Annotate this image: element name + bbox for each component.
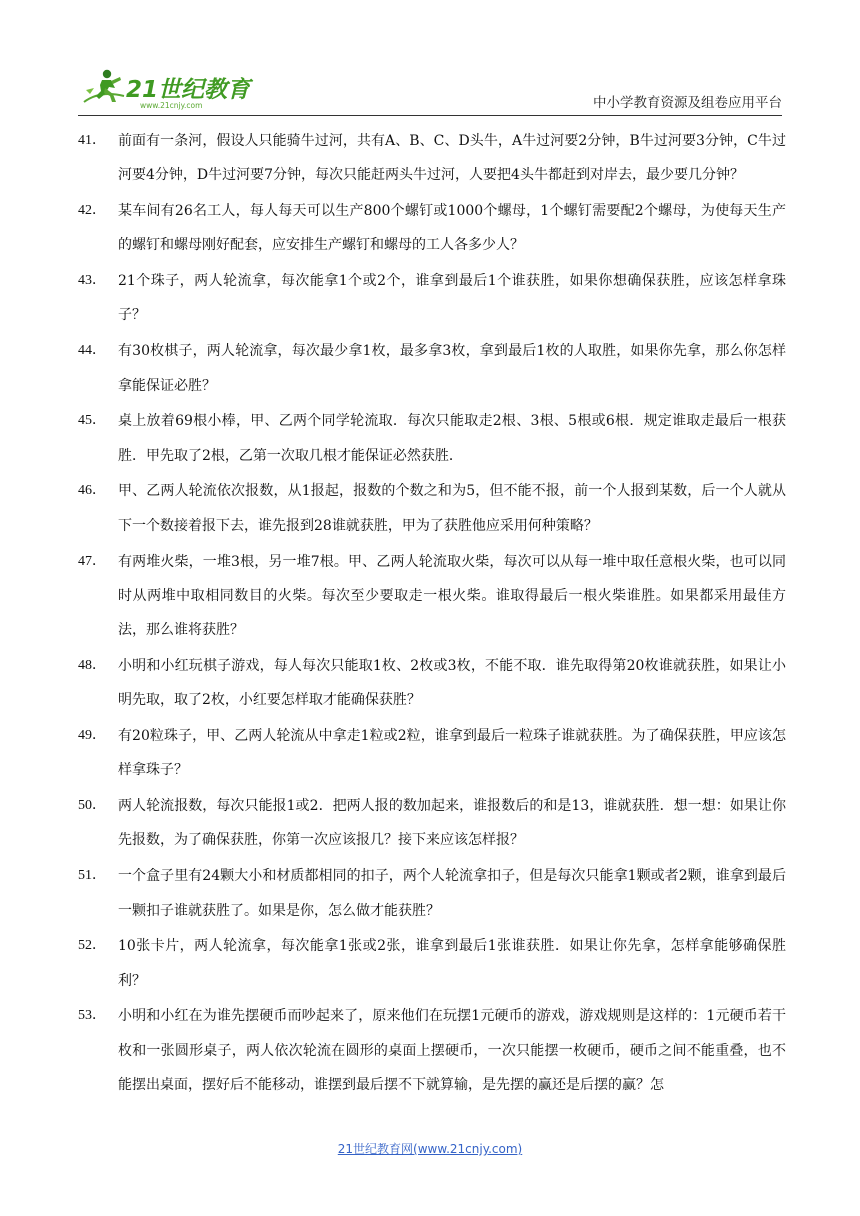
question-number: 43． [78, 273, 106, 289]
question-number: 49． [78, 728, 106, 744]
question-number: 51． [78, 868, 106, 884]
question-text: 有30枚棋子，两人轮流拿，每次最少拿1枚，最多拿3枚，拿到最后1枚的人取胜，如果你先拿，那么你怎样拿能保证必胜？ [118, 343, 786, 394]
footer-site-link[interactable]: 21世纪教育网(www.21cnjy.com) [337, 1142, 523, 1156]
question-text: 甲、乙两人轮流依次报数，从1报起，报数的个数之和为5，但不能不报，前一个人报到某数，后一个人就从下一个数接着报下去，谁先报到28谁就获胜，甲为了获胜他应采用何种策略？ [118, 483, 786, 534]
question-item [78, 264, 786, 333]
logo-url: www.21cnjy.com [140, 101, 203, 110]
question-item [78, 719, 786, 788]
question-text: 有两堆火柴，一堆3根，另一堆7根。甲、乙两人轮流取火柴，每次可以从每一堆中取任意根火柴，也可以同时从两堆中取相同数目的火柴。每次至少要取走一根火柴。谁取得最后一根火柴谁胜。如果都采用最佳方法，那么谁将获胜？ [118, 553, 786, 639]
question-item [78, 194, 786, 263]
question-text: 前面有一条河，假设人只能骑牛过河，共有A、B、C、D头牛，A牛过河要2分钟，B牛过河要3分钟，C牛过河要4分钟，D牛过河要7分钟，每次只能赶两头牛过河，人要把4头牛都赶到对岸去，最少要几分钟？ [118, 133, 786, 184]
question-list [78, 124, 786, 1104]
header-divider [78, 115, 782, 116]
question-number: 47． [78, 553, 106, 569]
question-item [78, 474, 786, 543]
question-number: 46． [78, 483, 106, 499]
question-item [78, 859, 786, 928]
question-number: 42． [78, 203, 106, 219]
question-number: 48． [78, 657, 106, 673]
question-number: 45． [78, 413, 106, 429]
page-header [78, 60, 782, 116]
question-item [78, 999, 786, 1102]
question-number: 52． [78, 938, 106, 954]
runner-logo-icon [80, 66, 260, 110]
question-text: 21个珠子，两人轮流拿，每次能拿1个或2个，谁拿到最后1个谁获胜，如果你想确保获胜，应该怎样拿珠子？ [118, 273, 786, 324]
question-text: 某车间有26名工人，每人每天可以生产800个螺钉或1000个螺母，1个螺钉需要配2个螺母，为使每天生产的螺钉和螺母刚好配套，应安排生产螺钉和螺母的工人各多少人？ [118, 203, 786, 254]
question-item [78, 124, 786, 193]
question-item [78, 334, 786, 403]
question-number: 53． [78, 1008, 106, 1024]
question-text: 10张卡片，两人轮流拿，每次能拿1张或2张，谁拿到最后1张谁获胜．如果让你先拿，怎样拿能够确保胜利？ [118, 938, 786, 989]
site-logo[interactable] [80, 66, 260, 110]
question-number: 50． [78, 798, 106, 814]
question-item [78, 545, 786, 648]
question-text: 有20粒珠子，甲、乙两人轮流从中拿走1粒或2粒，谁拿到最后一粒珠子谁就获胜。为了确保获胜，甲应该怎样拿珠子？ [118, 728, 786, 779]
platform-title: 中小学教育资源及组卷应用平台 [593, 95, 782, 111]
question-text: 一个盒子里有24颗大小和材质都相同的扣子，两个人轮流拿扣子，但是每次只能拿1颗或者2颗，谁拿到最后一颗扣子谁就获胜了。如果是你，怎么做才能获胜？ [118, 868, 786, 919]
question-item [78, 404, 786, 473]
question-text: 小明和小红玩棋子游戏，每人每次只能取1枚、2枚或3枚，不能不取．谁先取得第20枚谁就获胜，如果让小明先取，取了2枚，小红要怎样取才能确保获胜？ [118, 657, 786, 709]
question-number: 41． [78, 133, 106, 148]
logo-text: 21世纪教育 [126, 77, 251, 103]
question-item [78, 929, 786, 998]
question-text: 两人轮流报数，每次只能报1或2．把两人报的数加起来，谁报数后的和是13，谁就获胜．想一想：如果让你先报数，为了确保获胜，你第一次应该报几？接下来应该怎样报？ [118, 798, 786, 849]
question-number: 44． [78, 343, 106, 359]
question-item [78, 649, 786, 718]
question-text: 桌上放着69根小棒，甲、乙两个同学轮流取．每次只能取走2根、3根、5根或6根．规定谁取走最后一根获胜．甲先取了2根，乙第一次取几根才能保证必然获胜． [118, 413, 786, 464]
question-item [78, 789, 786, 858]
question-text: 小明和小红在为谁先摆硬币而吵起来了，原来他们在玩摆1元硬币的游戏，游戏规则是这样的：1元硬币若干枚和一张圆形桌子，两人依次轮流在圆形的桌面上摆硬币，一次只能摆一枚硬币，硬币之间不能重叠，也不能摆出桌面，摆好后不能移动，谁摆到最后摆不下就算输，是先摆的赢还是后摆的赢？怎 [118, 1008, 786, 1094]
